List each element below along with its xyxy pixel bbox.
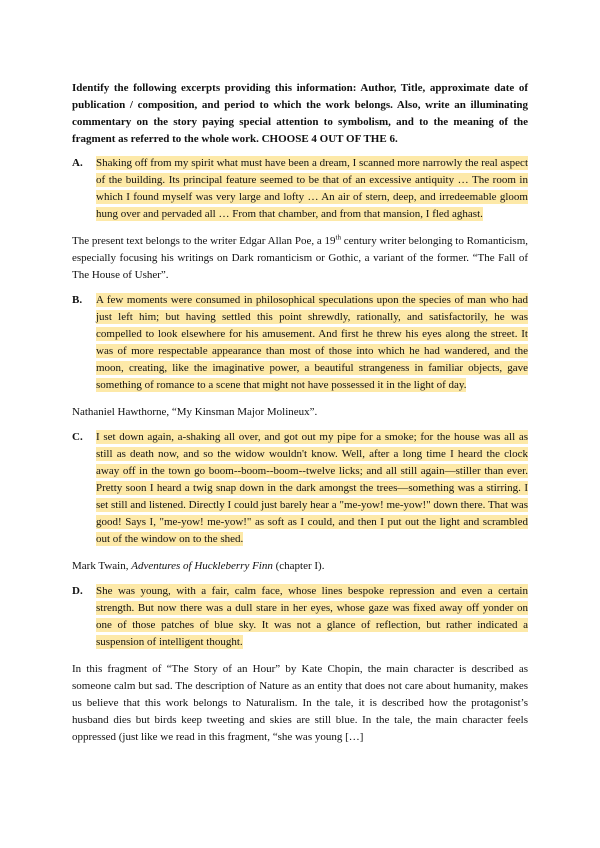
excerpt-text: I set down again, a-shaking all over, and got out my pipe for a smoke; for the house was all as still as death now, and so the widow wouldn't know. Well, after a long time I heard the clock away off in the town go boom--boom--boom--twelve licks; and all still again—stiller than ever. Pretty soon I heard a twig snap down in the dark amongst the trees—something was a stirring. I set still and listened. Directly I could just barely hear a "me-yow! me-yow!" down there. That was good! Says I, "me-yow! me-yow!" as soft as I could, and then I put out the light and scrambled out of the window on to the shed. [96, 431, 528, 545]
answer-c-title: Adventures of Huckleberry Finn [131, 560, 273, 572]
answer-c-author: Mark Twain, [72, 560, 132, 572]
excerpt-b [72, 292, 528, 394]
answer-a [72, 233, 528, 284]
answer-c [72, 558, 528, 575]
excerpt-letter: A. [72, 157, 83, 169]
excerpt-letter: B. [72, 294, 83, 306]
answer-c-chapter: (chapter I). [272, 560, 325, 572]
excerpt-letter: C. [72, 431, 83, 443]
excerpt-text: Shaking off from my spirit what must have been a dream, I scanned more narrowly the real aspect of the building. Its principal feature seemed to be that of an excessive antiquity … The room in which I found myself was very large and lofty … An air of stern, deep, and irredeemable gloom hung over and pervaded all … From that chamber, and from that mansion, I fled aghast. [96, 157, 528, 220]
excerpt-text: She was young, with a fair, calm face, whose lines bespoke repression and even a certain strength. But now there was a dull stare in her eyes, whose gaze was fixed away off yonder on one of those patches of blue sky. It was not a glance of reflection, but rather indicated a suspension of intelligent thought. [96, 585, 528, 648]
excerpt-d [72, 583, 528, 651]
answer-a-superscript: th [335, 233, 341, 242]
answer-b: Nathaniel Hawthorne, “My Kinsman Major Molineux”. [72, 406, 318, 418]
answer-a-text-continued: century writer belonging to Romanticism, especially focusing his writings on Dark romanticism or Gothic, a variant of the former. “The Fall of The House of Usher”. [72, 235, 528, 281]
excerpt-letter: D. [72, 585, 83, 597]
excerpt-c [72, 429, 528, 548]
excerpt-text: A few moments were consumed in philosophical speculations upon the species of man who had just left him; but having settled this point shrewdly, rationally, and satisfactorily, he was compelled to look elsewhere for his amusement. And first he threw his eyes along the street. It was of more respectable appearance than most of those into which he had wandered, and the moon, creating, like the imaginative power, a beautiful strangeness in familiar objects, gave something of romance to a scene that might not have possessed it in the light of day. [96, 294, 528, 391]
document-page [72, 80, 528, 754]
answer-a-text: The present text belongs to the writer Edgar Allan Poe, a 19 [72, 235, 336, 247]
excerpt-a [72, 155, 528, 223]
answer-d: In this fragment of “The Story of an Hour” by Kate Chopin, the main character is described as someone calm but sad. The description of Nature as an entity that does not care about humanity, makes us believe that this work belongs to Naturalism. In the tale, it is described how the protagonist’s husband dies but birds keep tweeting and skies are still blue. In the tale, the main character feels oppressed (just like we read in this fragment, “she was young […] [72, 663, 528, 743]
instructions-heading: Identify the following excerpts providing this information: Author, Title, approximate date of publication / composition, and period to which the work belongs. Also, write an illuminating commentary on the story paying special attention to symbolism, and to the meaning of the fragment as referred to the whole work. CHOOSE 4 OUT OF THE 6. [72, 82, 528, 145]
